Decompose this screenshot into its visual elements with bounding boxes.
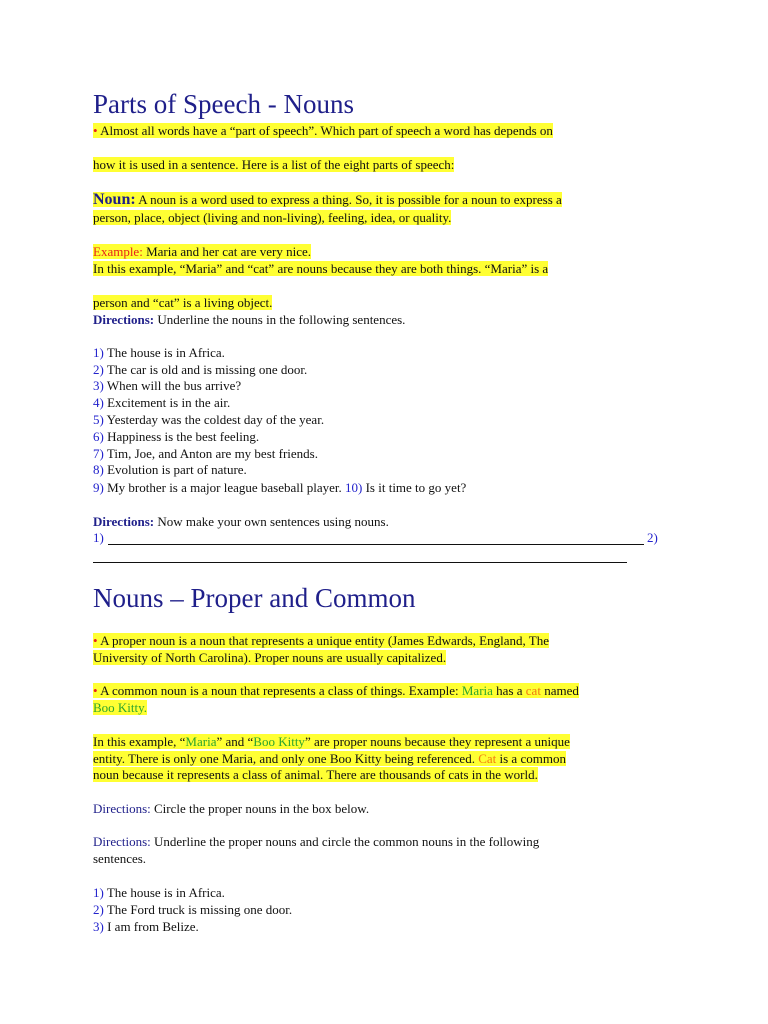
directions-make-sentences: Directions: Now make your own sentences using nouns.	[93, 514, 389, 529]
answer-line-2-number: 2)	[647, 530, 658, 545]
directions-underline: Directions: Underline the nouns in the following sentences.	[93, 312, 406, 327]
bullet-icon: •	[93, 683, 98, 698]
explanation-line-2: person and “cat” is a living object.	[93, 295, 273, 310]
example-explanation-line-1: In this example, “Maria” and “Boo Kitty” are proper nouns because they represent a unique	[93, 734, 570, 749]
bullet-icon: •	[93, 123, 98, 138]
answer-blank-2[interactable]	[93, 562, 627, 563]
example-line: Example: Maria and her cat are very nice.	[93, 244, 312, 259]
list-item: 3) When will the bus arrive?	[93, 378, 242, 393]
directions-underline-circle-line-2: sentences.	[93, 851, 147, 866]
proper-noun-line-1: • A proper noun is a noun that represents a unique entity (James Edwards, England, The	[93, 633, 549, 648]
list-item: 6) Happiness is the best feeling.	[93, 429, 260, 444]
list-item: 3) I am from Belize.	[93, 919, 199, 934]
example-explanation-line-3: noun because it represents a class of animal. There are thousands of cats in the world.	[93, 767, 538, 782]
noun-definition-line-1: Noun: A noun is a word used to express a thing. So, it is possible for a noun to express a	[93, 191, 562, 208]
intro-line-2: how it is used in a sentence. Here is a list of the eight parts of speech:	[93, 157, 455, 172]
explanation-line-1: In this example, “Maria” and “cat” are nouns because they are both things. “Maria” is a	[93, 261, 549, 276]
common-noun-line-1: • A common noun is a noun that represents a class of things. Example: Maria has a cat named	[93, 683, 579, 698]
example-explanation-line-2: entity. There is only one Maria, and only one Boo Kitty being referenced. Cat is a common	[93, 751, 566, 766]
section-title-proper-common: Nouns – Proper and Common	[93, 583, 416, 613]
list-item: 5) Yesterday was the coldest day of the year.	[93, 412, 325, 427]
directions-circle: Directions: Circle the proper nouns in the box below.	[93, 801, 370, 816]
noun-term: Noun:	[93, 191, 136, 208]
answer-blank-1[interactable]	[108, 544, 644, 545]
directions-label: Directions:	[93, 312, 155, 327]
list-item: 2) The Ford truck is missing one door.	[93, 902, 293, 917]
list-item: 2) The car is old and is missing one door.	[93, 362, 308, 377]
list-item: 9) My brother is a major league baseball player. 10) Is it time to go yet?	[93, 480, 467, 495]
example-label: Example:	[93, 244, 143, 259]
common-noun-line-2: Boo Kitty.	[93, 700, 148, 715]
intro-line-1: • Almost all words have a “part of speech”. Which part of speech a word has depends on	[93, 123, 553, 138]
directions-label: Directions:	[93, 801, 151, 816]
list-item: 7) Tim, Joe, and Anton are my best friends.	[93, 446, 318, 461]
bullet-icon: •	[93, 633, 98, 648]
directions-label: Directions:	[93, 514, 155, 529]
directions-label: Directions:	[93, 834, 151, 849]
list-item: 1) The house is in Africa.	[93, 345, 225, 360]
directions-underline-circle: Directions: Underline the proper nouns and circle the common nouns in the following	[93, 834, 540, 849]
section-title-nouns: Parts of Speech - Nouns	[93, 89, 354, 119]
proper-noun-line-2: University of North Carolina). Proper nouns are usually capitalized.	[93, 650, 447, 665]
list-item: 1) The house is in Africa.	[93, 885, 225, 900]
list-item: 4) Excitement is in the air.	[93, 395, 231, 410]
list-item: 8) Evolution is part of nature.	[93, 462, 247, 477]
answer-line-1-number: 1)	[93, 530, 104, 545]
noun-definition-line-2: person, place, object (living and non-living), feeling, idea, or quality.	[93, 210, 452, 225]
